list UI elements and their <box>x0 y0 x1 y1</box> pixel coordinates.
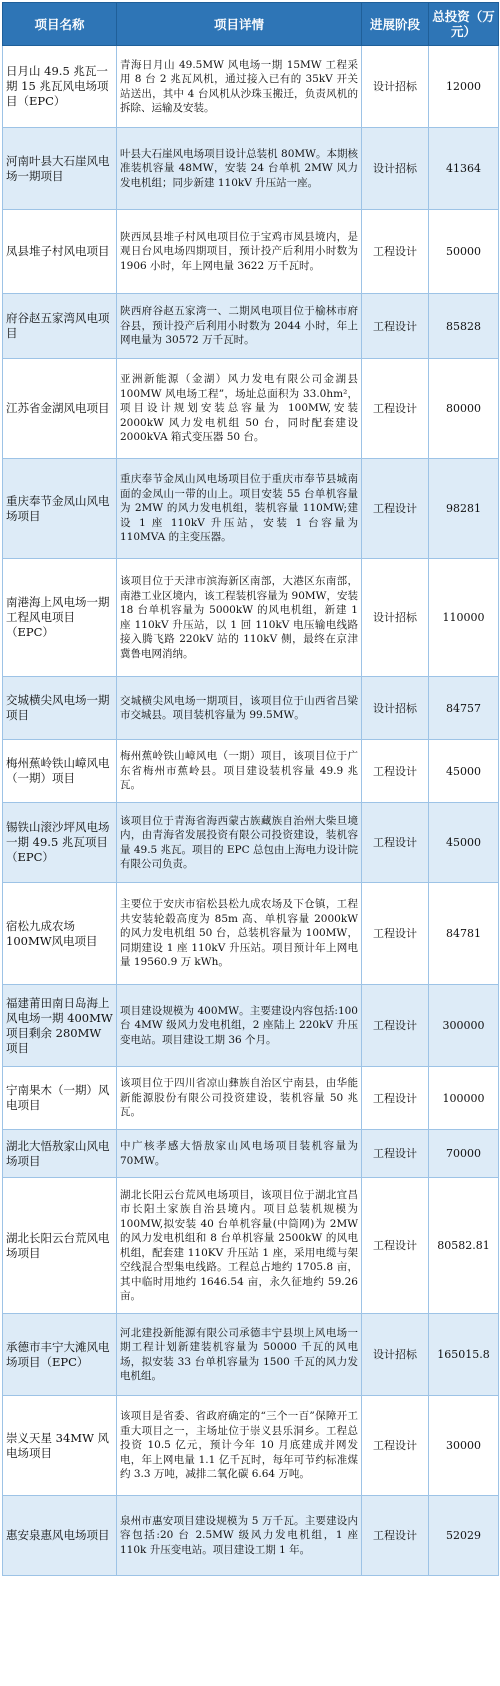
project-investment: 84781 <box>429 883 499 985</box>
project-investment: 110000 <box>429 559 499 677</box>
project-investment: 50000 <box>429 210 499 294</box>
project-investment: 85828 <box>429 294 499 359</box>
project-detail: 中广核孝感大悟敖家山风电场项目装机容量为 70MW。 <box>117 1130 362 1178</box>
table-row <box>3 883 499 985</box>
project-name: 惠安泉惠风电场项目 <box>3 1496 117 1576</box>
project-detail: 主要位于安庆市宿松县松九成农场及下仓镇，工程共安装轮毂高度为 85m 高、单机容量 2000kW 的风力发电机组 50 台，总装机容量为 100MW，同期建设 1 座 110kV 升压站。项目预计年上网电量 19560.9 万 kWh。 <box>117 883 362 985</box>
project-stage: 工程设计 <box>362 1130 429 1178</box>
project-name: 宁南果木（一期）风电项目 <box>3 1067 117 1130</box>
project-detail: 该项目是省委、省政府确定的“三个一百”保障开工重大项目之一，主场址位于崇义县乐洞乡。工程总投资 10.5 亿元，预计今年 10 月底建成并网发电，年上网电量 1.1 亿千瓦时，每年可节约标准煤约 3.3 万吨，减排二氧化碳 6.64 万吨。 <box>117 1396 362 1496</box>
project-stage: 设计招标 <box>362 46 429 128</box>
project-stage: 工程设计 <box>362 459 429 559</box>
project-name: 重庆奉节金凤山风电场项目 <box>3 459 117 559</box>
project-investment: 70000 <box>429 1130 499 1178</box>
table-row <box>3 1314 499 1396</box>
project-name: 崇义天星 34MW 风电场项目 <box>3 1396 117 1496</box>
table-row <box>3 1178 499 1314</box>
project-detail: 该项目位于四川省凉山彝族自治区宁南县，由华能新能源股份有限公司投资建设，装机容量 50 兆瓦。 <box>117 1067 362 1130</box>
project-detail: 叶县大石崖风电场项目设计总装机 80MW。本期核准装机容量 48MW，安装 24 台单机 2MW 风力发电机组；同步新建 110kV 升压站一座。 <box>117 128 362 210</box>
project-name: 南港海上风电场一期工程风电项目（EPC） <box>3 559 117 677</box>
project-investment: 165015.8 <box>429 1314 499 1396</box>
project-name: 府谷赵五家湾风电项目 <box>3 294 117 359</box>
project-name: 梅州蕉岭铁山嶂风电（一期）项目 <box>3 740 117 803</box>
project-detail: 青海日月山 49.5MW 风电场一期 15MW 工程采用 8 台 2 兆瓦风机，通过接入已有的 35kV 开关站送出，其中 4 台风机从沙珠玉搬迁，负责风机的拆除、运输及安装。 <box>117 46 362 128</box>
project-stage: 工程设计 <box>362 883 429 985</box>
project-investment: 45000 <box>429 740 499 803</box>
project-stage: 工程设计 <box>362 803 429 883</box>
wind-project-table <box>2 2 499 1576</box>
project-detail: 项目建设规模为 400MW。主要建设内容包括:100 台 4MW 级风力发电机组，2 座陆上 220kV 升压变电站。项目建设工期 36 个月。 <box>117 985 362 1067</box>
project-investment: 80582.81 <box>429 1178 499 1314</box>
project-name: 日月山 49.5 兆瓦一期 15 兆瓦风电场项目（EPC） <box>3 46 117 128</box>
project-investment: 300000 <box>429 985 499 1067</box>
project-stage: 设计招标 <box>362 677 429 740</box>
table-row <box>3 359 499 459</box>
project-detail: 亚洲新能源（金湖）风力发电有限公司金湖县 100MW 风电场工程”，场址总面积为 33.0hm²，项目设计规划安装总容量为 100MW,安装 2000kW 风力发电机组 50 台，同时配套建设 2000kVA 箱式变压器 50 台。 <box>117 359 362 459</box>
table-row <box>3 46 499 128</box>
project-stage: 工程设计 <box>362 985 429 1067</box>
table-row <box>3 210 499 294</box>
project-name: 湖北长阳云台荒风电场项目 <box>3 1178 117 1314</box>
table-row <box>3 1496 499 1576</box>
header-progress-stage: 进展阶段 <box>362 3 429 46</box>
project-stage: 设计招标 <box>362 1314 429 1396</box>
project-name: 宿松九成农场 100MW风电项目 <box>3 883 117 985</box>
table-row <box>3 1396 499 1496</box>
table-row <box>3 1130 499 1178</box>
table-row <box>3 1067 499 1130</box>
project-stage: 工程设计 <box>362 294 429 359</box>
header-project-detail: 项目详情 <box>117 3 362 46</box>
project-stage: 设计招标 <box>362 559 429 677</box>
project-stage: 设计招标 <box>362 128 429 210</box>
project-detail: 陕西凤县堆子村风电项目位于宝鸡市凤县境内，是观日台风电场四期项目，预计投产后利用小时数为 1906 小时，年上网电量 3622 万千瓦时。 <box>117 210 362 294</box>
table-row <box>3 677 499 740</box>
project-investment: 12000 <box>429 46 499 128</box>
table-row <box>3 294 499 359</box>
table-row <box>3 459 499 559</box>
project-stage: 工程设计 <box>362 210 429 294</box>
header-total-investment: 总投资（万元） <box>429 3 499 46</box>
table-row <box>3 803 499 883</box>
project-detail: 泉州市惠安项目建设规模为 5 万千瓦。主要建设内容包括:20 台 2.5MW 级风力发电机组，1 座 110k 升压变电站。项目建设工期 1 年。 <box>117 1496 362 1576</box>
project-name: 福建莆田南日岛海上风电场一期 400MW项目剩余 280MW 项目 <box>3 985 117 1067</box>
project-detail: 交城横尖风电场一期项目，该项目位于山西省吕梁市交城县。项目装机容量为 99.5MW。 <box>117 677 362 740</box>
project-name: 河南叶县大石崖风电场一期项目 <box>3 128 117 210</box>
header-project-name: 项目名称 <box>3 3 117 46</box>
project-investment: 30000 <box>429 1396 499 1496</box>
project-stage: 工程设计 <box>362 1067 429 1130</box>
project-investment: 84757 <box>429 677 499 740</box>
project-stage: 工程设计 <box>362 740 429 803</box>
table-row <box>3 740 499 803</box>
project-investment: 41364 <box>429 128 499 210</box>
table-row <box>3 985 499 1067</box>
project-detail: 湖北长阳云台荒风电场项目，该项目位于湖北宜昌市长阳土家族自治县境内。项目总装机规模为 100MW,拟安装 40 台单机容量(中筒网)为 2MW 的风力发电机组和 8 台单机容量 2500kW 的风电机组，配套建 110KV 升压站 1 座，采用电缆与架空线混合型集电线路。工程总占地约 1705.8 亩，其中临时用地约 1646.54 亩，永久征地约 59.26 亩。 <box>117 1178 362 1314</box>
project-name: 湖北大悟敖家山风电场项目 <box>3 1130 117 1178</box>
project-name: 凤县堆子村风电项目 <box>3 210 117 294</box>
project-investment: 80000 <box>429 359 499 459</box>
project-name: 交城横尖风电场一期项目 <box>3 677 117 740</box>
project-name: 承德市丰宁大滩风电场项目（EPC） <box>3 1314 117 1396</box>
project-investment: 45000 <box>429 803 499 883</box>
project-detail: 该项目位于天津市滨海新区南部，大港区东南部，南港工业区境内，该工程装机容量为 90MW，安装 18 台单机容量为 5000kW 的风电机组，新建 1 座 110kV 升压站，以 1 回 110kV 电压输电线路接入腾飞路 220kV 站的 110kV 侧，最终在京津冀鲁电网消纳。 <box>117 559 362 677</box>
project-name: 锡铁山滚沙坪风电场一期 49.5 兆瓦项目（EPC） <box>3 803 117 883</box>
project-detail: 河北建投新能源有限公司承德丰宁县坝上风电场一期工程计划新建装机容量为 50000 千瓦的风电场，拟安装 33 台单机容量为 1500 千瓦的风力发电机组。 <box>117 1314 362 1396</box>
project-investment: 100000 <box>429 1067 499 1130</box>
project-detail: 陕西府谷赵五家湾一、二期风电项目位于榆林市府谷县，预计投产后利用小时数为 2044 小时，年上网电量为 30572 万千瓦时。 <box>117 294 362 359</box>
table-row <box>3 559 499 677</box>
project-stage: 工程设计 <box>362 359 429 459</box>
table-row <box>3 128 499 210</box>
project-detail: 梅州蕉岭铁山嶂风电（一期）项目，该项目位于广东省梅州市蕉岭县。项目建设装机容量 49.9 兆瓦。 <box>117 740 362 803</box>
project-investment: 52029 <box>429 1496 499 1576</box>
table-header-row <box>3 3 499 46</box>
project-investment: 98281 <box>429 459 499 559</box>
project-detail: 该项目位于青海省海西蒙古族藏族自治州大柴旦境内，由青海省发展投资有限公司投资建设，装机容量 49.5 兆瓦。项目的 EPC 总包由上海电力设计院有限公司负责。 <box>117 803 362 883</box>
project-name: 江苏省金湖风电项目 <box>3 359 117 459</box>
table-container <box>2 2 498 1576</box>
project-stage: 工程设计 <box>362 1396 429 1496</box>
project-detail: 重庆奉节金凤山风电场项目位于重庆市奉节县城南面的金凤山一带的山上。项目安装 55 台单机容量为 2MW 的风力发电机组，装机容量 110MW;建设 1 座 110kV 升压站，安装 1 台容量为 110MVA 的主变压器。 <box>117 459 362 559</box>
project-stage: 工程设计 <box>362 1496 429 1576</box>
project-stage: 工程设计 <box>362 1178 429 1314</box>
